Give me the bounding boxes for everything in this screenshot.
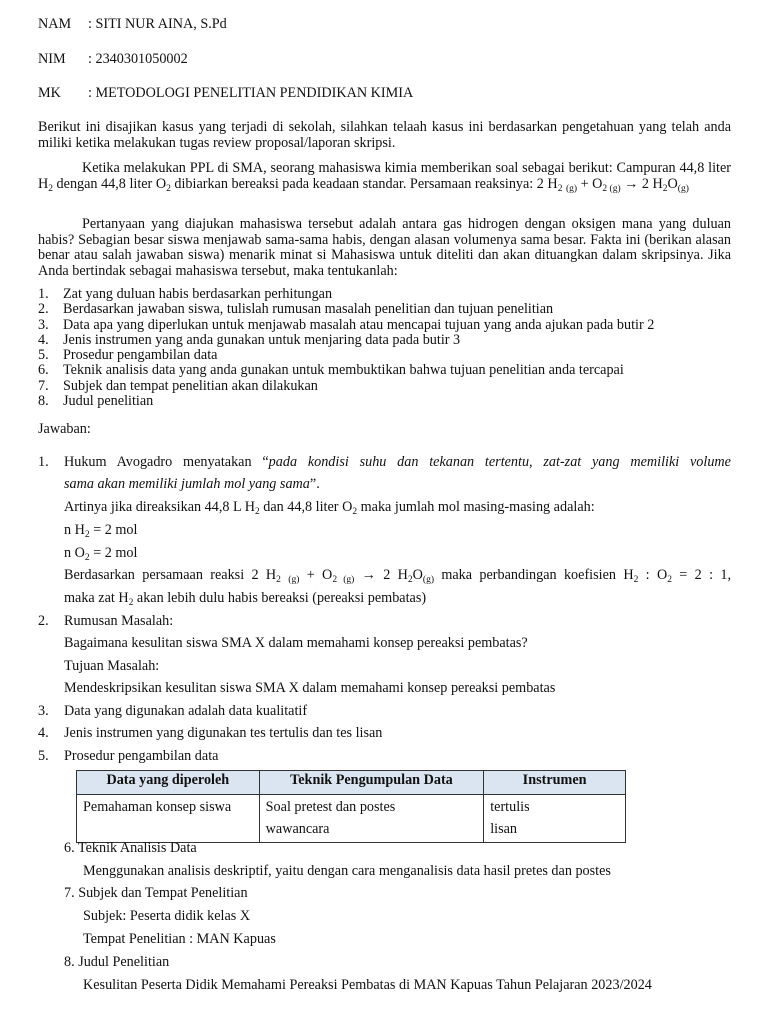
table-cell: Pemahaman konsep siswa xyxy=(77,795,260,843)
table-header-cell: Data yang diperoleh xyxy=(77,771,260,795)
answer-1-line-7: maka zat $H_2$ akan lebih dulu habis bereaksi (pereaksi pembatas) xyxy=(64,590,427,608)
intro-paragraph: Berikut ini disajikan kasus yang terjadi di sekolah, silahkan telaah kasus ini berdasarkan pengetahuan yang telah anda miliki ketika melakukan tugas review proposal/laporan skripsi. xyxy=(38,119,731,151)
table-cell: Soal pretest dan postes wawancara xyxy=(259,795,484,843)
answer-1-number: 1. xyxy=(38,454,49,470)
data-collection-table xyxy=(76,770,626,843)
answer-4-number: 4. xyxy=(38,725,49,741)
table-row xyxy=(77,795,626,843)
answer-6-text: Menggunakan analisis deskriptif, yaitu dengan cara menganalisis data hasil pretes dan postes xyxy=(83,863,611,879)
table-cell: tertulis lisan xyxy=(484,795,626,843)
answer-5-number: 5. xyxy=(38,748,49,764)
mol-h2-line: n $H_2 = 2$ mol xyxy=(64,522,138,540)
answer-1-line-1: Hukum Avogadro menyatakan “pada kondisi suhu dan tekanan tertentu, zat-zat yang memiliki volume xyxy=(64,454,731,470)
list-item: 5. Prosedur pengambilan data xyxy=(38,347,218,364)
answer-3-text: Data yang digunakan adalah data kualitatif xyxy=(64,703,308,719)
answer-3-number: 3. xyxy=(38,703,49,719)
list-item: 8. Judul penelitian xyxy=(38,393,154,410)
list-item: 6. Teknik analisis data yang anda gunakan untuk membuktikan bahwa tujuan penelitian anda tercapai xyxy=(38,362,624,379)
case-paragraph: Ketika melakukan PPL di SMA, seorang mahasiswa kimia memberikan soal sebagai berikut: Campuran 44,8 liter $H_2$ dengan 44,8 liter $O_2$ dibiarkan bereaksi pada keadaan standar. Persamaan reaksinya: 2 $H_2$ $_{(g)} + O_{2 (g)} \to 2$ $H_2O_{(g)}$ xyxy=(38,160,731,194)
answer-6-title: 6. Teknik Analisis Data xyxy=(64,840,197,856)
nim-line xyxy=(38,51,188,68)
question-list xyxy=(38,287,654,409)
nim-label: NIM xyxy=(38,51,66,67)
answer-4-text: Jenis instrumen yang digunakan tes tertulis dan tes lisan xyxy=(64,725,383,741)
nim-value: : 2340301050002 xyxy=(88,51,188,67)
name-line xyxy=(38,16,227,33)
course-value: : METODOLOGI PENELITIAN PENDIDIKAN KIMIA xyxy=(88,85,414,101)
table-header-cell: Instrumen xyxy=(484,771,626,795)
list-item: 1. Zat yang duluan habis berdasarkan perhitungan xyxy=(38,286,333,302)
course-label: MK xyxy=(38,85,61,101)
name-value: : SITI NUR AINA, S.Pd xyxy=(88,16,227,32)
list-item: 7. Subjek dan tempat penelitian akan dilakukan xyxy=(38,377,318,394)
answer-8-title: 8. Judul Penelitian xyxy=(64,954,170,970)
answer-1-line-2: sama akan memiliki jumlah mol yang sama”. xyxy=(64,476,320,492)
problem-title: Rumusan Masalah: xyxy=(64,613,174,629)
answer-7-place: Tempat Penelitian : MAN Kapuas xyxy=(83,931,276,947)
table-header-row xyxy=(77,771,626,795)
answer-2-number: 2. xyxy=(38,613,49,629)
answer-7-title: 7. Subjek dan Tempat Penelitian xyxy=(64,885,248,901)
course-line xyxy=(38,85,413,102)
list-item: 3. Data apa yang diperlukan untuk menjawab masalah atau mencapai tujuan yang anda ajukan pada butir 2 xyxy=(38,316,655,333)
table-header-cell: Teknik Pengumpulan Data xyxy=(259,771,484,795)
problem-statement: Bagaimana kesulitan siswa SMA X dalam memahami konsep pereaksi pembatas? xyxy=(64,635,528,651)
question-paragraph: Pertanyaan yang diajukan mahasiswa tersebut adalah antara gas hidrogen dengan oksigen mana yang duluan habis? Sebagian besar siswa menjawab sama-sama habis, dengan alasan volumenya sama besar. Fakta ini (berikan alasan benar atau salah jawaban siswa) menarik minat si Mahasiswa untuk diteliti dan akan dituangkan dalam skripsinya. Jika Anda bertindak sebagai mahasiswa tersebut, maka tentukanlah: xyxy=(38,216,731,279)
objective-statement: Mendeskripsikan kesulitan siswa SMA X dalam memahami konsep pereaksi pembatas xyxy=(64,680,556,696)
answer-8-text: Kesulitan Peserta Didik Memahami Pereaksi Pembatas di MAN Kapuas Tahun Pelajaran 2023/2024 xyxy=(83,977,652,993)
answer-1-line-6: Berdasarkan persamaan reaksi 2 $H_2$ $_{(g)} + O_{2 (g)} \to 2$ $H_2O_{(g)}$ maka perbandingan koefisien $H_2$ : $O_2 = 2$ : 1, xyxy=(64,567,732,585)
answer-7-subject: Subjek: Peserta didik kelas X xyxy=(83,908,251,924)
name-label: NAM xyxy=(38,16,72,32)
list-item: 4. Jenis instrumen yang anda gunakan untuk menjaring data pada butir 3 xyxy=(38,331,461,348)
answer-1-line-3: Artinya jika direaksikan 44,8 L $H_2$ dan 44,8 liter $O_2$ maka jumlah mol masing-masing adalah: xyxy=(64,499,595,517)
answer-5-text: Prosedur pengambilan data xyxy=(64,748,219,764)
answer-heading: Jawaban: xyxy=(38,421,91,437)
list-item: 2. Berdasarkan jawaban siswa, tulislah rumusan masalah penelitian dan tujuan penelitian xyxy=(38,301,554,318)
mol-o2-line: n $O_2 = 2$ mol xyxy=(64,545,138,563)
objective-title: Tujuan Masalah: xyxy=(64,658,160,674)
